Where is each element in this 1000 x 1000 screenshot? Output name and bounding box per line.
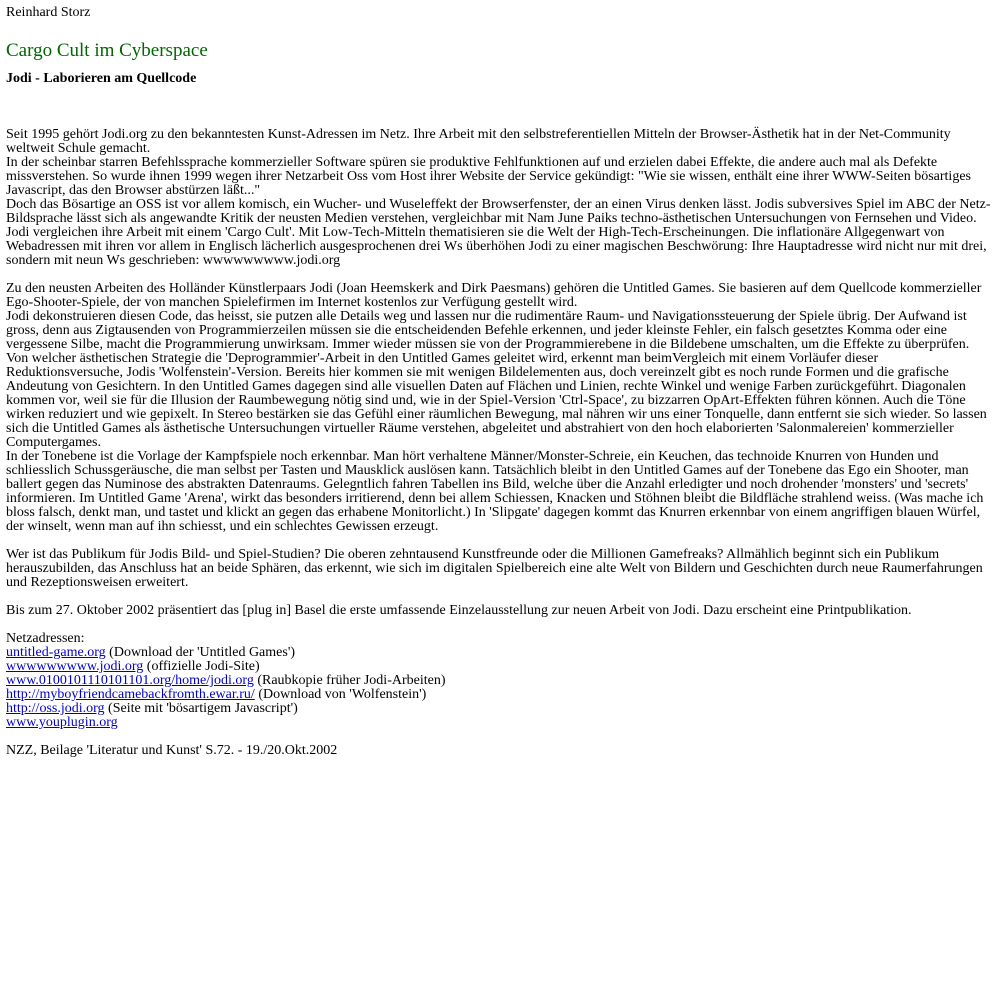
intro-paragraph: Seit 1995 gehört Jodi.org zu den bekanntesten Kunst-Adressen im Netz. Ihre Arbeit mit den selbstreferentiellen Mitteln der Browser-Ästhetik hat in der Net-Community weltweit Schule gemacht. — [6, 127, 951, 156]
games-section — [6, 282, 994, 534]
link-item — [6, 716, 994, 730]
link-oss[interactable]: http://oss.jodi.org — [6, 701, 105, 716]
spacer — [6, 268, 994, 282]
author-name: Reinhard Storz — [6, 5, 91, 20]
games-paragraph: Zu den neusten Arbeiten des Holländer Künstlerpaars Jodi (Joan Heemskerk and Dirk Paesmans) gehören die Untitled Games. Sie basieren auf dem Quellcode kommerzieller Ego-Shooter-Spiele, der von manchen Spielefirmen im Internet kostenlos zur Verfügung gestellt wird. — [6, 281, 982, 310]
link-item — [6, 646, 994, 660]
link-item — [6, 660, 994, 674]
spacer — [6, 618, 994, 632]
source-citation: NZZ, Beilage 'Literatur und Kunst' S.72. - 19./20.Okt.2002 — [6, 743, 338, 758]
links-section — [6, 632, 994, 730]
article-title: Cargo Cult im Cyberspace — [6, 40, 208, 61]
link-wolfenstein[interactable]: http://myboyfriendcamebackfromth.ewar.ru/ — [6, 687, 255, 702]
spacer — [6, 534, 994, 548]
intro-paragraph: In der scheinbar starren Befehlssprache kommerzieller Software spüren sie produktive Fehlfunktionen auf und erzielen dabei Effekte, die andere auch mal als Defekte missverstehen. So wurde ihnen 1999 wegen ihrer Netzarbeit Oss vom Host ihrer Website der Service gekündigt: "Wie sie wissen, enthält eine ihrer WWW-Seiten bösartiges Javascript, das den Browser abstürzen läßt..." — [6, 155, 971, 198]
link-jodi-official[interactable]: wwwwwwwww.jodi.org — [6, 659, 144, 674]
audience-paragraph: Wer ist das Publikum für Jodis Bild- und Spiel-Studien? Die oberen zehntausend Kunstfreunde oder die Millionen Gamefreaks? Allmählich beginnt sich ein Publikum herauszubilden, das Anschluss hat an beide Sphären, das erkennt, wie sich im digitalen Spielbereich eine alte Welt von Bildern und Geschichten durch neue Raumerfahrungen und Rezeptionsweisen erweitert. — [6, 547, 983, 590]
link-raubkopie[interactable]: www.0100101110101101.org/home/jodi.org — [6, 673, 254, 688]
links-label: Netzadressen: — [6, 631, 85, 646]
link-item — [6, 674, 994, 688]
intro-section — [6, 128, 994, 268]
spacer — [6, 730, 994, 744]
link-item — [6, 688, 994, 702]
link-note: (Download der 'Untitled Games') — [105, 645, 295, 660]
spacer — [6, 86, 994, 128]
games-paragraph: Jodi dekonstruieren diesen Code, das heisst, sie putzen alle Details weg und lassen nur die rudimentäre Raum- und Navigationssteuerung der Spiele übrig. Der Aufwand ist gross, denn aus Zigtausenden von Programmierzeilen müssen sie die entscheidenden Befehle erkennen, und jeder kleinste Fehler, ein falsch gesetztes Komma oder eine vergessene Silbe, macht die Programmierung unwirksam. Immer wieder müssen sie von der Programmierebene in die Bildebene umschalten, um die Effekte zu überprüfen. — [6, 309, 970, 352]
spacer — [6, 590, 994, 604]
link-youplugin[interactable]: www.youplugin.org — [6, 715, 118, 730]
link-note: (Seite mit 'bösartigem Javascript') — [104, 701, 298, 716]
link-note: (Raubkopie früher Jodi-Arbeiten) — [253, 673, 446, 688]
article-subtitle: Jodi - Laborieren am Quellcode — [6, 71, 197, 86]
link-item — [6, 702, 994, 716]
link-note: (offizielle Jodi-Site) — [143, 659, 260, 674]
link-note: (Download von 'Wolfenstein') — [254, 687, 427, 702]
games-paragraph: Von welcher ästhetischen Strategie die 'Deprogrammier'-Arbeit in den Untitled Games geleitet wird, erkennt man beimVergleich mit einem Vorläufer dieser Reduktionsversuche, Jodis 'Wolfenstein'-Version. Bereits hier kommen sie mit wenigen Bildelementen aus, doch vereinzelt gibt es noch runde Formen und die grafische Andeutung von Gesichtern. In den Untitled Games dagegen sind alle visuellen Daten auf Flächen und Linien, rechte Winkel und wenige Farben zurückgeführt. Diagonalen kommen vor, weil sie für die Illusion der Raumbewegung nötig sind und, wie in der Spiel-Version 'Ctrl-Space', zu bizzarren OpArt-Effekten führen können. Auch die Töne wirken reduziert und wie gepixelt. In Stereo bestärken sie das Gefühl einer räumlichen Bewegung, mal nähren wir uns einer Tonquelle, dann entfernt sie sich wieder. So lassen sich die Untitled Games als ästhetische Untersuchungen virtueller Räume verstehen, abgeleitet und abstrahiert von den hoch elaborierten 'Salonmalereien' kommerzieller Computergames. — [6, 351, 987, 450]
exhibition-paragraph: Bis zum 27. Oktober 2002 präsentiert das [plug in] Basel die erste umfassende Einzelausstellung zur neuen Arbeit von Jodi. Dazu erscheint eine Printpublikation. — [6, 603, 912, 618]
intro-paragraph: Doch das Bösartige an OSS ist vor allem komisch, ein Wucher- und Wuseleffekt der Browserfenster, der an einen Virus denken lässt. Jodis subversives Spiel im ABC der Netz-Bildsprache lässt sich als angewandte Kritik der neusten Medien verstehen, vergleichbar mit Nam June Paiks techno-ästhetischen Untersuchungen von Fernsehen und Video. Jodi vergleichen ihre Arbeit mit einem 'Cargo Cult'. Mit Low-Tech-Mitteln thematisieren sie die Welt der High-Tech-Erscheinungen. Die inflationäre Allgegenwart von Webadressen mit ihren vor allem in Englisch lächerlich ausgesprochenen drei Ws überhöhen Jodi zu einer magischen Beschwörung: Ihre Hauptadresse wird nicht nur mit drei, sondern mit neun Ws geschrieben: wwwwwwwww.jodi.org — [6, 197, 991, 268]
link-untitled-game[interactable]: untitled-game.org — [6, 645, 106, 660]
games-paragraph: In der Tonebene ist die Vorlage der Kampfspiele noch erkennbar. Man hört verhaltene Männer/Monster-Schreie, ein Keuchen, das technoide Knurren von Hunden und schliesslich Schussgeräusche, die man selbst per Tasten und Mausklick auslösen kann. Tatsächlich bleibt in den Untitled Games auf der Tonebene das Ego ein Shooter, man ballert gegen das Numinose des abstrakten Datenraums. Gelegntlich fahren Tabellen ins Bild, welche über die Anzahl erledigter und noch drohender 'monsters' und 'secrets' informieren. Im Untitled Game 'Arena', wirkt das besonders irritierend, denn bei allem Schiessen, Knacken und Stöhnen bleibt die Bildfläche strahlend weiss. (Was mache ich bloss falsch, denkt man, und tastet und klickt an gegen das erhabene Monitorlicht.) In 'Slipgate' dagegen kommt das Knurren erkennbar von einem angriffigen blauen Würfel, der winselt, wenn man auf ihn schiesst, und ein schlechtes Gewissen erzeugt. — [6, 449, 984, 534]
